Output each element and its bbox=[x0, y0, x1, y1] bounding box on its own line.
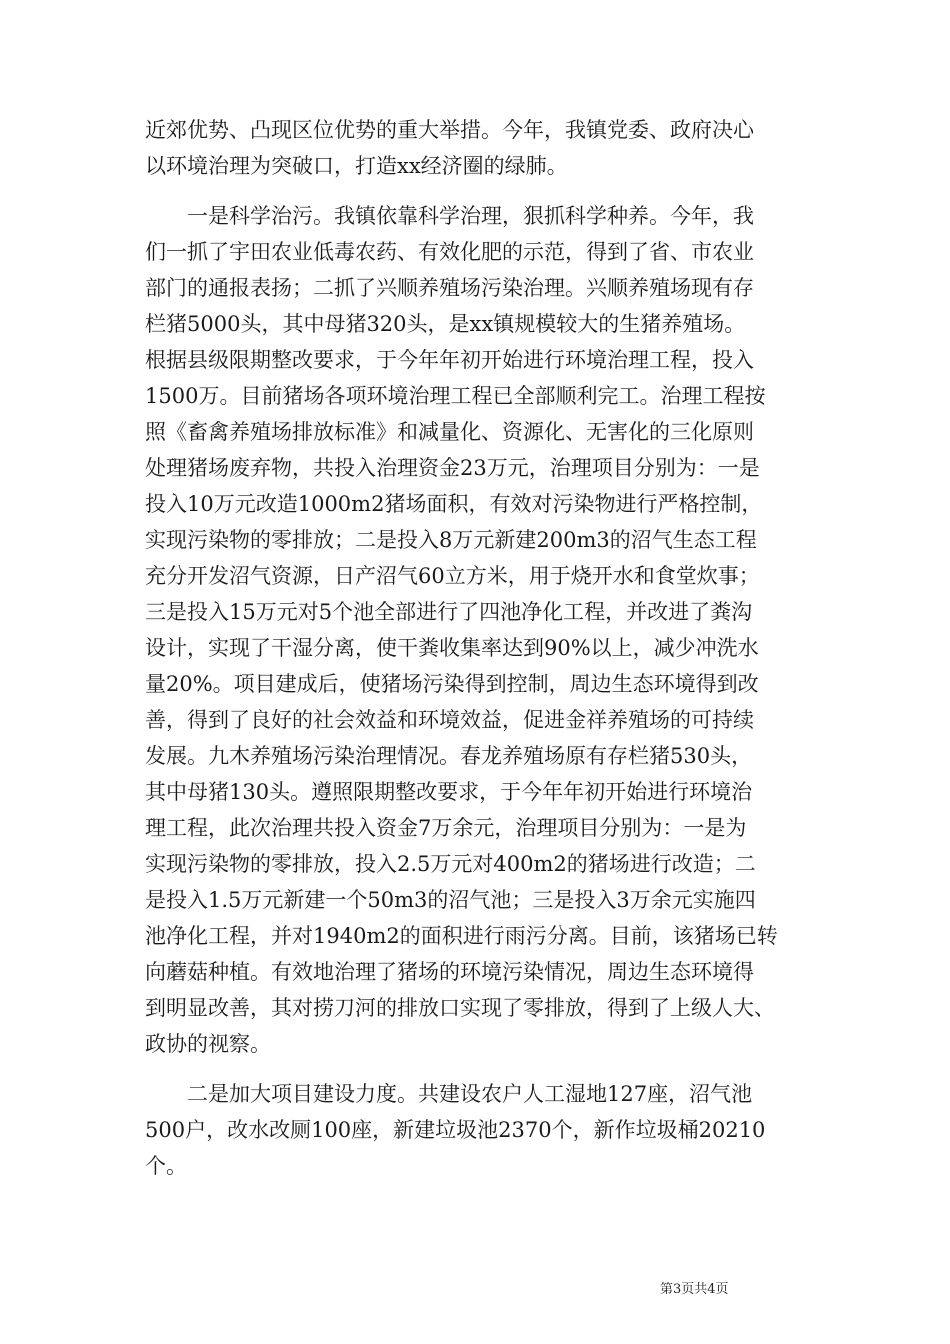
text-line: 二是加大项目建设力度。共建设农户人工湿地127座，沼气池 bbox=[145, 1082, 753, 1106]
text-line: 实现污染物的零排放；二是投入8万元新建200m3的沼气生态工程 bbox=[145, 528, 757, 552]
paragraph bbox=[145, 1076, 825, 1184]
text-line: 善，得到了良好的社会效益和环境效益，促进金祥养殖场的可持续 bbox=[145, 708, 754, 732]
text-line: 一是科学治污。我镇依靠科学治理，狠抓科学种养。今年，我 bbox=[145, 204, 754, 228]
text-line: 其中母猪130头。遵照限期整改要求，于今年年初开始进行环境治 bbox=[145, 780, 753, 804]
page-number: 第3页共4页 bbox=[660, 1282, 729, 1297]
paragraph bbox=[145, 198, 825, 1062]
text-line: 充分开发沼气资源，日产沼气60立方米，用于烧开水和食堂炊事； bbox=[145, 564, 760, 588]
text-line: 个。 bbox=[145, 1154, 187, 1178]
text-line: 发展。九木养殖场污染治理情况。春龙养殖场原有存栏猪530头， bbox=[145, 744, 753, 768]
text-line: 处理猪场废弃物，共投入治理资金23万元，治理项目分别为：一是 bbox=[145, 456, 760, 480]
text-line: 照《畜禽养殖场排放标准》和减量化、资源化、无害化的三化原则 bbox=[145, 420, 754, 444]
paragraph-gap bbox=[145, 184, 825, 198]
text-line: 向蘑菇种植。有效地治理了猪场的环境污染情况，周边生态环境得 bbox=[145, 960, 754, 984]
text-line: 设计，实现了干湿分离，使干粪收集率达到90%以上，减少冲洗水 bbox=[145, 636, 759, 660]
text-line: 到明显改善，其对捞刀河的排放口实现了零排放，得到了上级人大、 bbox=[145, 996, 775, 1020]
text-line: 量20%。项目建成后，使猪场污染得到控制，周边生态环境得到改 bbox=[145, 672, 759, 696]
paragraph-gap bbox=[145, 1062, 825, 1076]
text-line: 500户，改水改厕100座，新建垃圾池2370个，新作垃圾桶20210 bbox=[145, 1118, 766, 1142]
text-line: 以环境治理为突破口，打造xx经济圈的绿肺。 bbox=[145, 154, 568, 178]
text-line: 部门的通报表扬；二抓了兴顺养殖场污染治理。兴顺养殖场现有存 bbox=[145, 276, 754, 300]
text-line: 池净化工程，并对1940m2的面积进行雨污分离。目前，该猪场已转 bbox=[145, 924, 778, 948]
text-line: 三是投入15万元对5个池全部进行了四池净化工程，并改进了粪沟 bbox=[145, 600, 753, 624]
text-line: 根据县级限期整改要求，于今年年初开始进行环境治理工程，投入 bbox=[145, 348, 754, 372]
body-text bbox=[145, 112, 825, 1184]
text-line: 近郊优势、凸现区位优势的重大举措。今年，我镇党委、政府决心 bbox=[145, 118, 754, 142]
text-line: 1500万。目前猪场各项环境治理工程已全部顺利完工。治理工程按 bbox=[145, 384, 766, 408]
text-line: 投入10万元改造1000m2猪场面积，有效对污染物进行严格控制， bbox=[145, 492, 763, 516]
paragraph bbox=[145, 112, 825, 184]
text-line: 实现污染物的零排放，投入2.5万元对400m2的猪场进行改造；二 bbox=[145, 852, 756, 876]
text-line: 是投入1.5万元新建一个50m3的沼气池；三是投入3万余元实施四 bbox=[145, 888, 756, 912]
text-line: 政协的视察。 bbox=[145, 1032, 271, 1056]
text-line: 栏猪5000头，其中母猪320头，是xx镇规模较大的生猪养殖场。 bbox=[145, 312, 746, 336]
text-line: 理工程，此次治理共投入资金7万余元，治理项目分别为：一是为 bbox=[145, 816, 747, 840]
text-line: 们一抓了宇田农业低毒农药、有效化肥的示范，得到了省、市农业 bbox=[145, 240, 754, 264]
